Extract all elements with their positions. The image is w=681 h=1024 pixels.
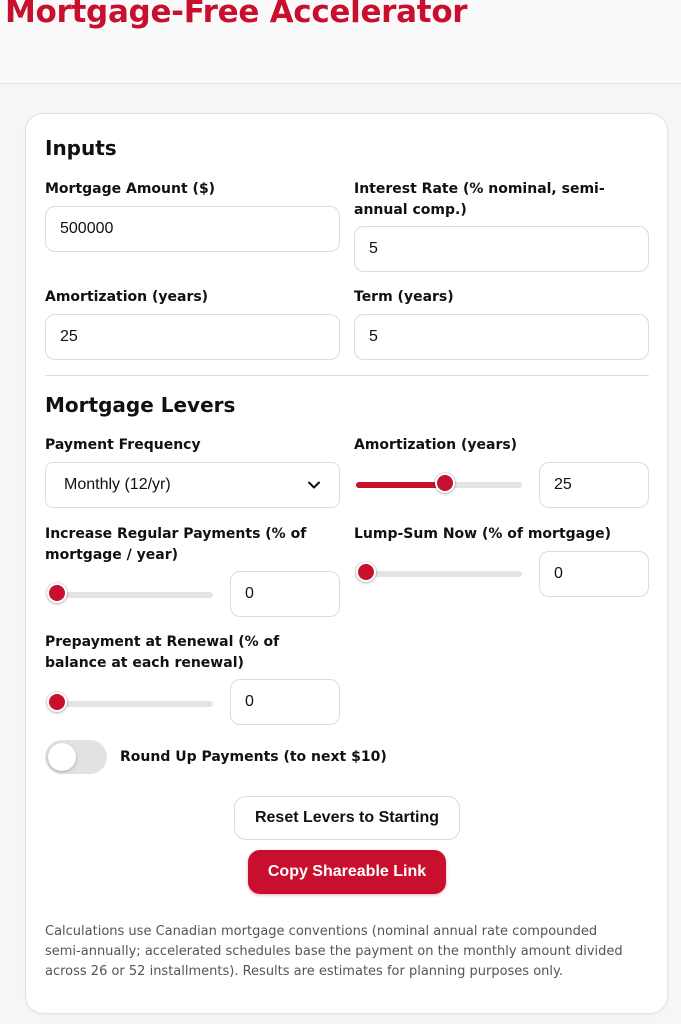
reset-levers-button[interactable]: Reset Levers to Starting [234,796,460,840]
lump-sum-label: Lump-Sum Now (% of mortgage) [354,526,612,542]
calculator-card [25,113,668,1014]
lump-sum-value: 0 [554,565,563,582]
term-label: Term (years) [354,289,454,305]
mortgage-amount-value: 500000 [60,220,114,237]
slider-fill [356,482,446,488]
interest-rate-label: Interest Rate (% nominal, semi-annual comp.) [354,181,605,218]
lump-sum-slider[interactable] [356,564,522,584]
term-input[interactable] [354,314,649,360]
page-header [0,0,681,84]
amortization-slider[interactable] [356,475,522,495]
slider-track [47,701,213,707]
increase-regular-value: 0 [245,585,254,602]
increase-regular-slider[interactable] [47,585,213,605]
copy-link-button[interactable]: Copy Shareable Link [248,850,446,894]
amortization-input-label: Amortization (years) [45,289,209,305]
slider-thumb[interactable] [47,583,67,603]
term-value: 5 [369,328,378,345]
payment-frequency-label: Payment Frequency [45,437,201,453]
interest-rate-input[interactable] [354,226,649,272]
levers-section-title: Mortgage Levers [45,393,236,417]
amortization-lever-input[interactable] [539,462,649,508]
slider-track [356,571,522,577]
payment-frequency-value: Monthly (12/yr) [64,476,171,493]
slider-thumb[interactable] [356,562,376,582]
round-up-label: Round Up Payments (to next $10) [120,749,387,765]
prepayment-renewal-label: Prepayment at Renewal (% of balance at each renewal) [45,634,280,671]
amortization-input[interactable] [45,314,340,360]
payment-frequency-select[interactable] [45,462,340,508]
lump-sum-input[interactable] [539,551,649,597]
prepayment-renewal-value: 0 [245,693,254,710]
prepayment-renewal-slider[interactable] [47,694,213,714]
prepayment-renewal-input[interactable] [230,679,340,725]
slider-thumb[interactable] [435,473,455,493]
amortization-input-value: 25 [60,328,78,345]
amortization-lever-value: 25 [554,476,572,493]
increase-regular-label: Increase Regular Payments (% of mortgage / year) [45,526,307,563]
toggle-knob [48,743,76,771]
amortization-lever-label: Amortization (years) [354,437,518,453]
mortgage-amount-input[interactable] [45,206,340,252]
mortgage-amount-label: Mortgage Amount ($) [45,181,216,197]
section-divider [45,375,649,376]
slider-thumb[interactable] [47,692,67,712]
slider-track [47,592,213,598]
app-title: Mortgage-Free Accelerator [5,0,468,30]
interest-rate-value: 5 [369,240,378,257]
round-up-toggle[interactable] [45,740,107,774]
disclaimer-text: Calculations use Canadian mortgage conventions (nominal annual rate compounded semi-annually; accelerated schedules base the payment on the monthly amount divided across 26 or 52 installments). Results are estimates for planning purposes only. [45,924,623,979]
increase-regular-input[interactable] [230,571,340,617]
chevron-down-icon [307,478,321,492]
inputs-section-title: Inputs [45,136,117,160]
